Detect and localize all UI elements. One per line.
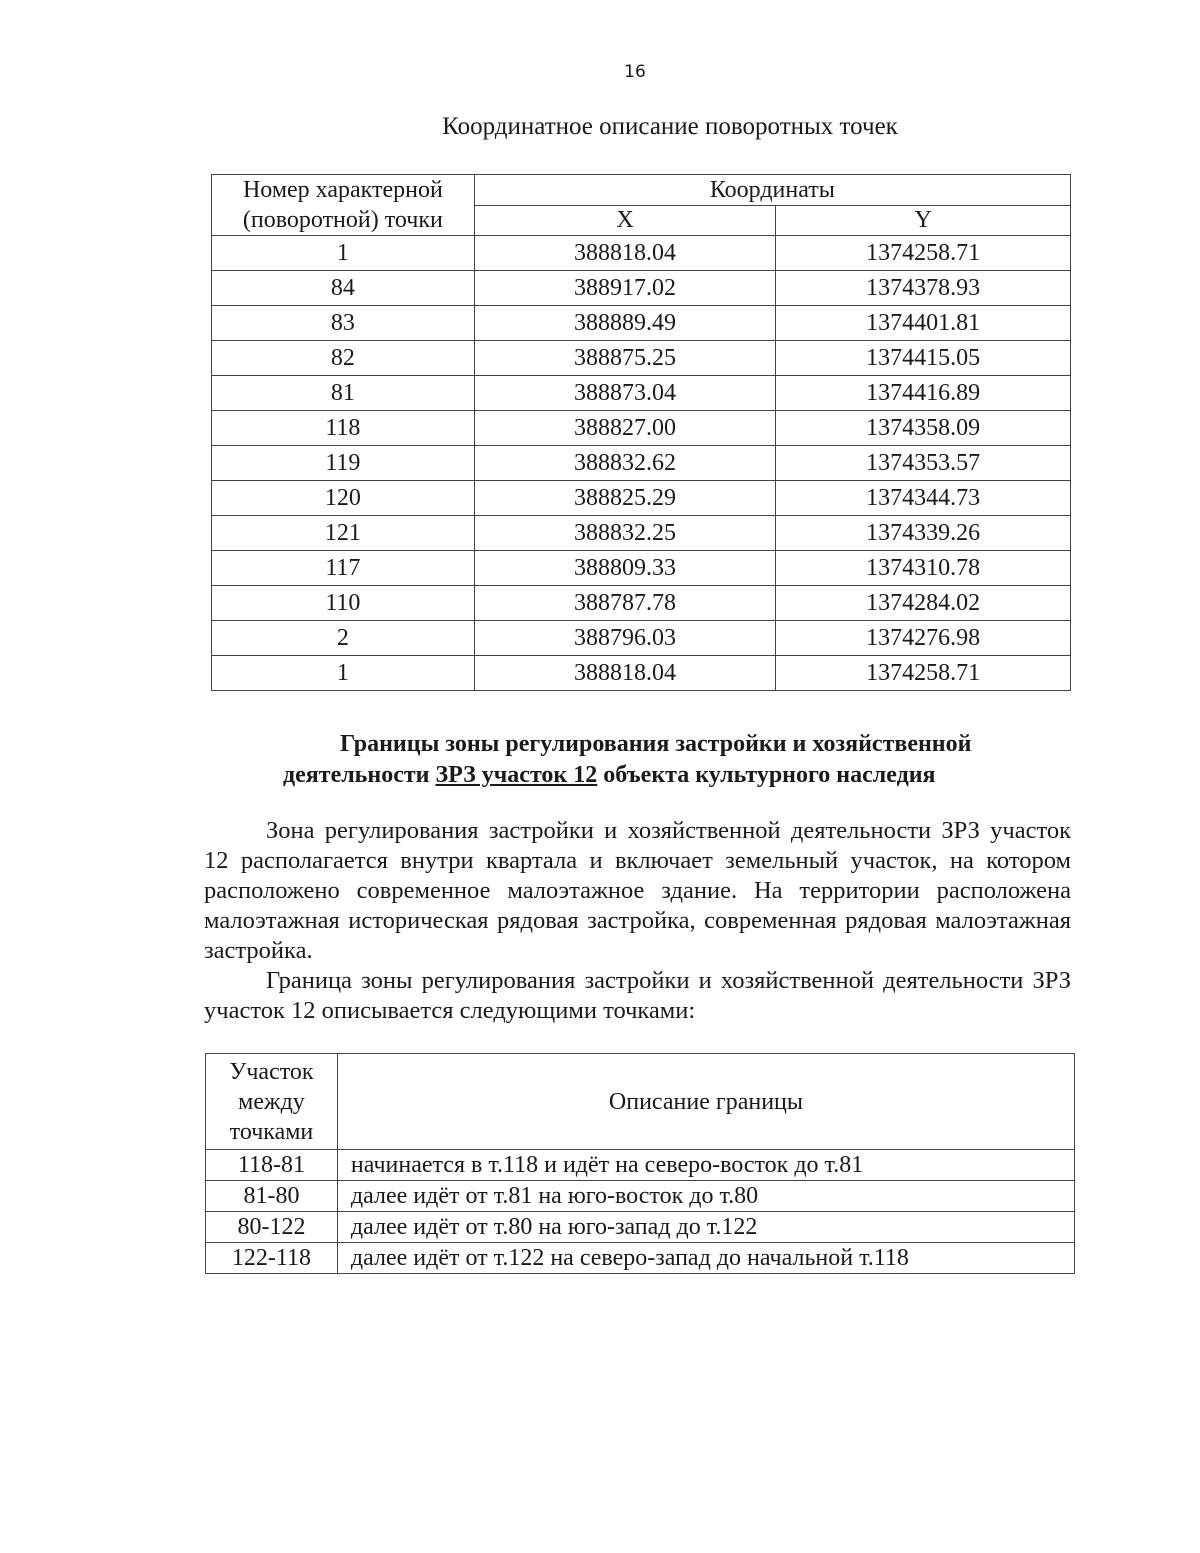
- point-number-header-line2: (поворотной) точки: [242, 207, 443, 233]
- x-coordinate-cell: 388818.04: [474, 236, 776, 271]
- table-row: [212, 236, 1071, 271]
- table-row: [212, 341, 1071, 376]
- section-heading-line2-prefix: деятельности: [283, 762, 436, 788]
- point-number-header-line1: Номер характерной: [242, 177, 443, 203]
- y-coordinate-cell: 1374284.02: [776, 586, 1071, 621]
- table-row: [212, 481, 1071, 516]
- y-coordinate-cell: 1374358.09: [776, 411, 1071, 446]
- table-row: [206, 1243, 1075, 1274]
- point-number-cell: 1: [212, 236, 475, 271]
- y-coordinate-cell: 1374339.26: [776, 516, 1071, 551]
- y-coordinate-cell: 1374310.78: [776, 551, 1071, 586]
- description-header: Описание границы: [337, 1054, 1074, 1150]
- point-number-cell: 110: [212, 586, 475, 621]
- x-coordinate-cell: 388889.49: [474, 306, 776, 341]
- y-coordinate-cell: 1374415.05: [776, 341, 1071, 376]
- point-number-cell: 2: [212, 621, 475, 656]
- y-coordinate-cell: 1374416.89: [776, 376, 1071, 411]
- boundary-table: [205, 1053, 1075, 1274]
- x-coordinate-cell: 388825.29: [474, 481, 776, 516]
- coordinates-header: Координаты: [474, 175, 1070, 206]
- point-number-cell: 83: [212, 306, 475, 341]
- point-number-cell: 82: [212, 341, 475, 376]
- table-row: [212, 621, 1071, 656]
- y-coordinate-cell: 1374401.81: [776, 306, 1071, 341]
- zone-name-underlined: ЗРЗ участок 12: [435, 762, 598, 788]
- x-coordinate-cell: 388873.04: [474, 376, 776, 411]
- table-row: [212, 411, 1071, 446]
- table-row: [212, 376, 1071, 411]
- y-header: Y: [776, 206, 1071, 236]
- point-number-cell: 117: [212, 551, 475, 586]
- point-number-cell: 118: [212, 411, 475, 446]
- description-cell: далее идёт от т.80 на юго-запад до т.122: [337, 1212, 1074, 1243]
- x-coordinate-cell: 388787.78: [474, 586, 776, 621]
- x-coordinate-cell: 388917.02: [474, 271, 776, 306]
- segment-cell: 81-80: [206, 1181, 338, 1212]
- section-heading-line1: Границы зоны регулирования застройки и хозяйственной: [340, 731, 972, 757]
- x-coordinate-cell: 388875.25: [474, 341, 776, 376]
- point-number-cell: 119: [212, 446, 475, 481]
- table-row: [212, 446, 1071, 481]
- coordinates-table: [211, 174, 1071, 691]
- segment-header-line3: точками: [229, 1119, 314, 1145]
- table-row: [206, 1150, 1075, 1181]
- table-row: [212, 551, 1071, 586]
- table-row: [212, 656, 1071, 691]
- table-row: [212, 516, 1071, 551]
- table-row: [212, 586, 1071, 621]
- paragraph-zone-description: [204, 816, 1071, 966]
- y-coordinate-cell: 1374276.98: [776, 621, 1071, 656]
- x-header: X: [474, 206, 776, 236]
- point-number-cell: 1: [212, 656, 475, 691]
- description-cell: далее идёт от т.81 на юго-восток до т.80: [337, 1181, 1074, 1212]
- paragraph-1-text: Зона регулирования застройки и хозяйственной деятельности ЗРЗ участок 12 располагается внутри квартала и включает земельный участок, на котором расположено современное малоэтажное здание. На территории расположена малоэтажная историческая рядовая застройка, современная рядовая малоэтажная застройка.: [204, 817, 1071, 964]
- point-number-cell: 121: [212, 516, 475, 551]
- segment-cell: 80-122: [206, 1212, 338, 1243]
- point-number-cell: 84: [212, 271, 475, 306]
- segment-cell: 118-81: [206, 1150, 338, 1181]
- table-caption: Координатное описание поворотных точек: [442, 113, 898, 140]
- table-row: [206, 1181, 1075, 1212]
- point-number-cell: 120: [212, 481, 475, 516]
- segment-header: [206, 1054, 338, 1150]
- segment-cell: 122-118: [206, 1243, 338, 1274]
- table-row: [212, 271, 1071, 306]
- description-cell: начинается в т.118 и идёт на северо-восток до т.81: [337, 1150, 1074, 1181]
- x-coordinate-cell: 388827.00: [474, 411, 776, 446]
- x-coordinate-cell: 388832.62: [474, 446, 776, 481]
- point-number-cell: 81: [212, 376, 475, 411]
- paragraph-2-text: Граница зоны регулирования застройки и хозяйственной деятельности ЗРЗ участок 12 описывается следующими точками:: [204, 967, 1071, 1024]
- x-coordinate-cell: 388809.33: [474, 551, 776, 586]
- y-coordinate-cell: 1374258.71: [776, 656, 1071, 691]
- table-row: [206, 1212, 1075, 1243]
- y-coordinate-cell: 1374378.93: [776, 271, 1071, 306]
- point-number-header: [212, 175, 475, 236]
- table-row: [212, 306, 1071, 341]
- x-coordinate-cell: 388818.04: [474, 656, 776, 691]
- paragraph-boundary-intro: [204, 966, 1071, 1026]
- segment-header-line2: между: [238, 1089, 305, 1115]
- y-coordinate-cell: 1374353.57: [776, 446, 1071, 481]
- section-heading-line2-suffix: объекта культурного наследия: [597, 762, 936, 788]
- section-heading: [210, 729, 1070, 791]
- y-coordinate-cell: 1374344.73: [776, 481, 1071, 516]
- page-number: 16: [624, 62, 646, 82]
- section-heading-line2: [210, 760, 1070, 791]
- x-coordinate-cell: 388832.25: [474, 516, 776, 551]
- segment-header-line1: Участок: [229, 1059, 314, 1085]
- y-coordinate-cell: 1374258.71: [776, 236, 1071, 271]
- x-coordinate-cell: 388796.03: [474, 621, 776, 656]
- description-cell: далее идёт от т.122 на северо-запад до начальной т.118: [337, 1243, 1074, 1274]
